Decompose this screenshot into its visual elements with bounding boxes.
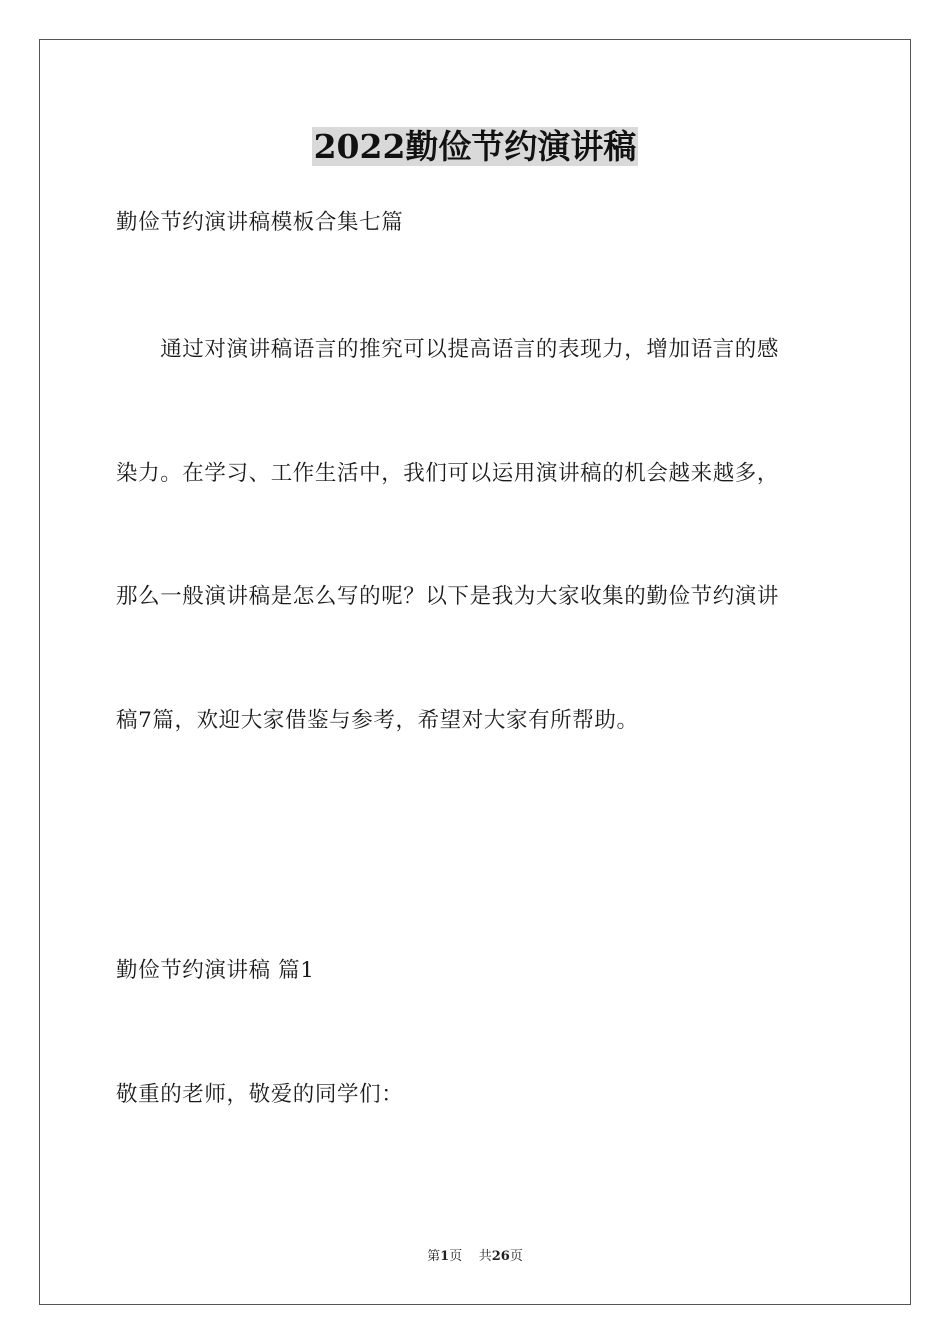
footer-total-pages: 26 xyxy=(491,1249,510,1264)
intro-line-1: 通过对演讲稿语言的推究可以提高语言的表现力，增加语言的感 xyxy=(116,337,780,362)
footer-page-suffix: 页 xyxy=(449,1249,463,1264)
intro-line-4: 稿7篇，欢迎大家借鉴与参考，希望对大家有所帮助。 xyxy=(116,708,639,733)
intro-line-3: 那么一般演讲稿是怎么写的呢？以下是我为大家收集的勤俭节约演讲 xyxy=(116,584,780,609)
footer-total-suffix: 页 xyxy=(509,1249,523,1264)
footer-page-number: 1 xyxy=(440,1249,450,1264)
document-title-text: 2022勤俭节约演讲稿 xyxy=(313,127,637,166)
footer-page-prefix: 第 xyxy=(427,1249,441,1264)
intro-line-2: 染力。在学习、工作生活中，我们可以运用演讲稿的机会越来越多， xyxy=(116,461,780,486)
section-heading: 勤俭节约演讲稿 篇1 xyxy=(116,958,315,983)
document-subtitle: 勤俭节约演讲稿模板合集七篇 xyxy=(116,210,404,235)
document-title xyxy=(0,124,950,170)
page-footer xyxy=(0,1248,950,1266)
footer-total-prefix: 共 xyxy=(478,1249,492,1264)
greeting-line: 敬重的老师，敬爱的同学们： xyxy=(116,1082,404,1107)
